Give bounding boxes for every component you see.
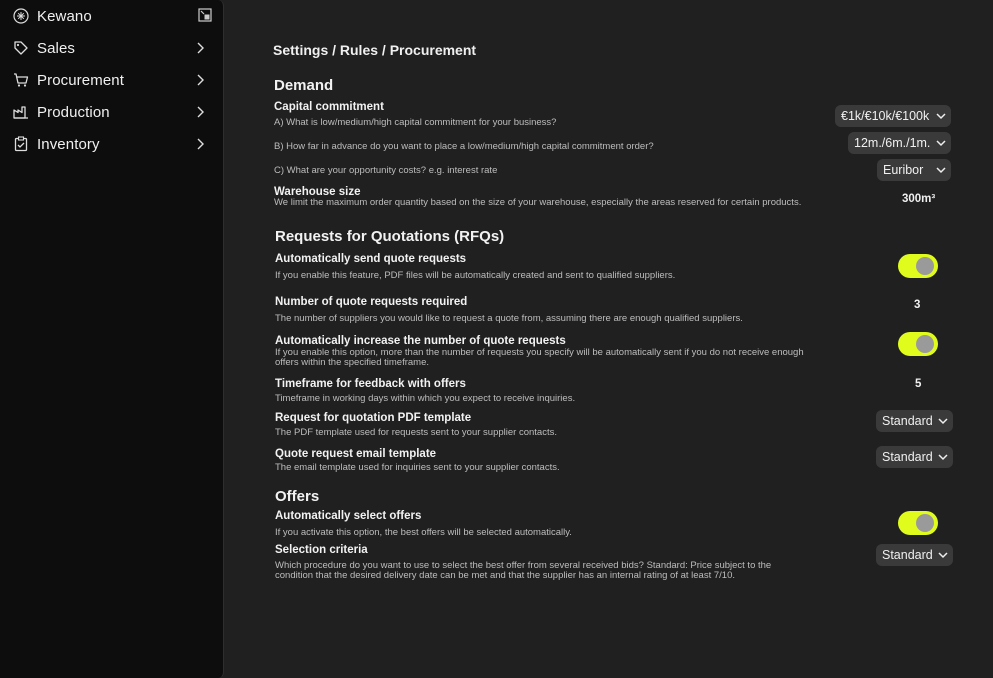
sidebar-item-production[interactable] [12, 100, 212, 124]
chevron-down-icon [937, 549, 949, 561]
capital-commitment-title: Capital commitment [274, 101, 384, 113]
sidebar [0, 0, 224, 678]
factory-icon [12, 103, 30, 121]
chevron-right-icon [192, 40, 208, 56]
chevron-right-icon [192, 136, 208, 152]
auto-send-toggle[interactable] [898, 254, 938, 278]
capital-commitment-select[interactable] [835, 105, 951, 127]
auto-send-title: Automatically send quote requests [275, 253, 467, 265]
warehouse-size-desc: We limit the maximum order quantity based on the size of your warehouse, especially the areas reserved for certain products. [274, 197, 802, 208]
toggle-knob [916, 514, 934, 532]
section-heading-demand: Demand [274, 77, 334, 94]
select-value: Standard [882, 450, 933, 464]
breadcrumb: Settings / Rules / Procurement [273, 42, 477, 58]
chevron-down-icon [935, 164, 947, 176]
clipboard-check-icon [12, 135, 30, 153]
tag-icon [12, 39, 30, 57]
auto-increase-desc: If you enable this option, more than the number of requests you specify will be automatically sent if you do not receive enough offers within the specified timeframe. [275, 347, 804, 368]
auto-select-title: Automatically select offers [275, 510, 422, 522]
auto-select-desc: If you activate this option, the best offers will be selected automatically. [275, 527, 572, 538]
chevron-down-icon [937, 415, 949, 427]
app-brand[interactable] [12, 4, 212, 28]
sidebar-item-inventory[interactable] [12, 132, 212, 156]
main-content [224, 0, 993, 678]
capital-commitment-b-desc: B) How far in advance do you want to place a low/medium/high capital commitment order? [274, 141, 654, 152]
timeframe-title: Timeframe for feedback with offers [275, 378, 466, 390]
section-heading-offers: Offers [275, 488, 320, 505]
auto-send-desc: If you enable this feature, PDF files will be automatically created and sent to qualified suppliers. [275, 270, 676, 281]
auto-select-toggle[interactable] [898, 511, 938, 535]
collapse-sidebar-icon[interactable] [198, 8, 214, 24]
advance-order-select[interactable] [848, 132, 951, 154]
cart-icon [12, 71, 30, 89]
opportunity-cost-select[interactable] [877, 159, 951, 181]
sidebar-item-procurement[interactable] [12, 68, 212, 92]
select-value: €1k/€10k/€100k [841, 109, 930, 123]
toggle-knob [916, 257, 934, 275]
pdf-template-select[interactable] [876, 410, 953, 432]
email-template-desc: The email template used for inquiries sent to your supplier contacts. [275, 462, 560, 473]
sidebar-item-sales[interactable] [12, 36, 212, 60]
auto-increase-title: Automatically increase the number of quote requests [275, 335, 566, 347]
sidebar-item-label: Production [37, 103, 110, 121]
warehouse-size-title: Warehouse size [274, 186, 361, 198]
select-value: Standard [882, 414, 933, 428]
timeframe-desc: Timeframe in working days within which you expect to receive inquiries. [275, 393, 576, 404]
num-quote-requests-desc: The number of suppliers you would like to request a quote from, assuming there are enough qualified suppliers. [275, 313, 743, 324]
selection-criteria-title: Selection criteria [275, 544, 368, 556]
num-quote-requests-value[interactable]: 3 [914, 299, 921, 311]
pdf-template-title: Request for quotation PDF template [275, 412, 472, 424]
app-name: Kewano [37, 7, 92, 25]
kewano-logo-icon [12, 7, 30, 25]
chevron-down-icon [935, 110, 947, 122]
selection-criteria-select[interactable] [876, 544, 953, 566]
selection-criteria-desc: Which procedure do you want to use to select the best offer from several received bids? Standard: Price subject to the condition that the desired delivery date can be met and that the supplier has an internal rating of at least 7/10. [275, 560, 772, 581]
select-value: Standard [882, 548, 933, 562]
toggle-knob [916, 335, 934, 353]
capital-commitment-c-desc: C) What are your opportunity costs? e.g. interest rate [274, 165, 498, 176]
capital-commitment-a-desc: A) What is low/medium/high capital commitment for your business? [274, 117, 557, 128]
sidebar-item-label: Procurement [37, 71, 124, 89]
timeframe-value[interactable]: 5 [915, 378, 922, 390]
num-quote-requests-title: Number of quote requests required [275, 296, 468, 308]
auto-increase-toggle[interactable] [898, 332, 938, 356]
chevron-right-icon [192, 72, 208, 88]
chevron-down-icon [937, 451, 949, 463]
email-template-title: Quote request email template [275, 448, 437, 460]
select-value: 12m./6m./1m. [854, 136, 931, 150]
pdf-template-desc: The PDF template used for requests sent to your supplier contacts. [275, 427, 557, 438]
sidebar-item-label: Sales [37, 39, 76, 57]
sidebar-item-label: Inventory [37, 135, 100, 153]
email-template-select[interactable] [876, 446, 953, 468]
section-heading-rfqs: Requests for Quotations (RFQs) [275, 228, 505, 245]
chevron-down-icon [935, 137, 947, 149]
chevron-right-icon [192, 104, 208, 120]
warehouse-size-value[interactable]: 300m³ [902, 193, 936, 205]
select-value: Euribor [883, 163, 924, 177]
